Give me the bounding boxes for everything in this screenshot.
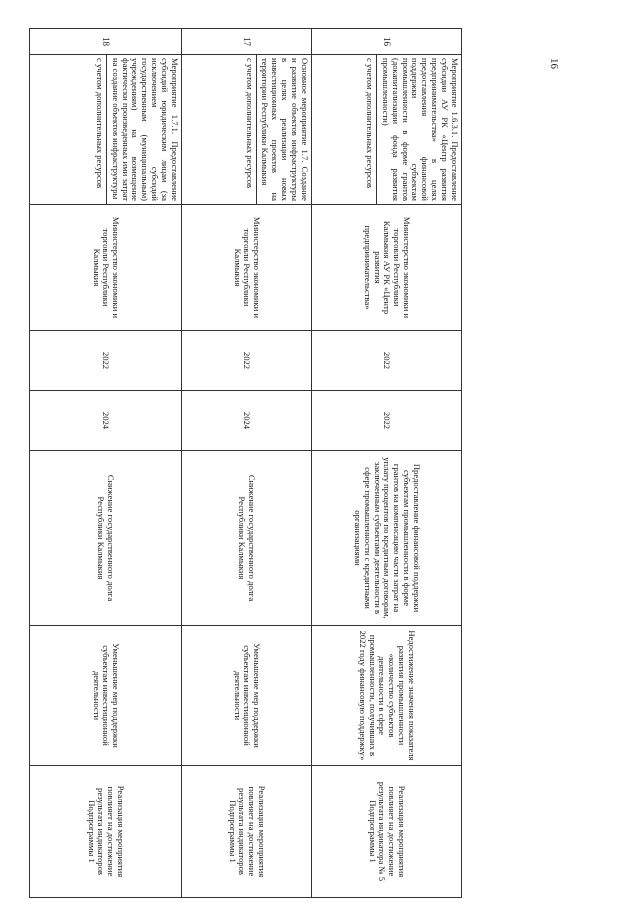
result-cell: Предоставление финансовой поддержки субъектам промышленности в форме грантов на компенсацию части затрат на уплату процентов по кредитным договорам, заключенным субъектами деятельности в сфере промышленности с кредитными организациями xyxy=(312,451,462,626)
start-year-cell: 2022 xyxy=(312,331,462,391)
event-cell xyxy=(182,55,312,205)
result-cell: Снижение государственного долга Республики Калмыкия xyxy=(182,451,312,626)
end-year-cell: 2024 xyxy=(30,391,182,451)
table-row xyxy=(182,29,312,898)
page-number: 16 xyxy=(548,58,560,69)
event-title: Мероприятие 1.7.1. Предоставление субсидий юридическим лицам (за исключением субсидий государственным (муниципальным) учреждениям) на возмещение фактически произведенных ими затрат на создание объектов инфраструктуры xyxy=(110,58,180,201)
row-number: 16 xyxy=(312,29,462,55)
start-year-cell: 2022 xyxy=(182,331,312,391)
executor-cell: Министерство экономики и торговли Республики Калмыкия АУ РК «Центр развития предпринимательства» xyxy=(312,205,462,331)
event-cell xyxy=(30,55,182,205)
measures-table xyxy=(29,28,462,898)
executor-cell: Министерство экономики и торговли Республики Калмыкия xyxy=(182,205,312,331)
consequence-cell: Уменьшение мер поддержки субъектам инвестиционной деятельности xyxy=(182,626,312,766)
event-title: Основное мероприятие 1.7. Создание и развитие объектов инфраструктуры в целях реализации новых инвестиционных проектов на территории Республики Калмыкия xyxy=(260,58,310,201)
event-resources: с учетом дополнительных ресурсов xyxy=(94,55,107,204)
indicator-link-cell: Реализация мероприятия повлияет на достижение результата индикаторов Подпрограммы 1 xyxy=(182,766,312,898)
start-year-cell: 2022 xyxy=(30,331,182,391)
end-year-cell: 2024 xyxy=(182,391,312,451)
end-year-cell: 2022 xyxy=(312,391,462,451)
table-row xyxy=(312,29,462,898)
event-cell xyxy=(312,55,462,205)
row-number: 18 xyxy=(30,29,182,55)
event-title: Мероприятие 1.6.3.1. Предоставление субсидии АУ РК «Центр развития предпринимательства» в целях предоставления финансовой поддержки субъектам промышленности в форме грантов (докапитализации фонда развития промышленности) xyxy=(380,58,460,201)
table-row xyxy=(30,29,182,898)
event-resources: с учетом дополнительных ресурсов xyxy=(244,55,257,204)
consequence-cell: Недостижение значения показателя развития промышленности «количество субъектов деятельности в сфере промышленности, получивших в 2022 году финансовую поддержку» xyxy=(312,626,462,766)
program-table xyxy=(30,28,462,897)
consequence-cell: Уменьшение мер поддержки субъектам инвестиционной деятельности xyxy=(30,626,182,766)
event-resources: с учетом дополнительных ресурсов xyxy=(364,55,377,204)
result-cell: Снижение государственного долга Республики Калмыкия xyxy=(30,451,182,626)
executor-cell: Министерство экономики и торговли Республики Калмыкия xyxy=(30,205,182,331)
indicator-link-cell: Реализация мероприятия повлияет на достижение результата индикатора № 5 Подпрограммы 1 xyxy=(312,766,462,898)
indicator-link-cell: Реализация мероприятия повлияет на достижение результата индикаторов Подпрограммы 1 xyxy=(30,766,182,898)
row-number: 17 xyxy=(182,29,312,55)
